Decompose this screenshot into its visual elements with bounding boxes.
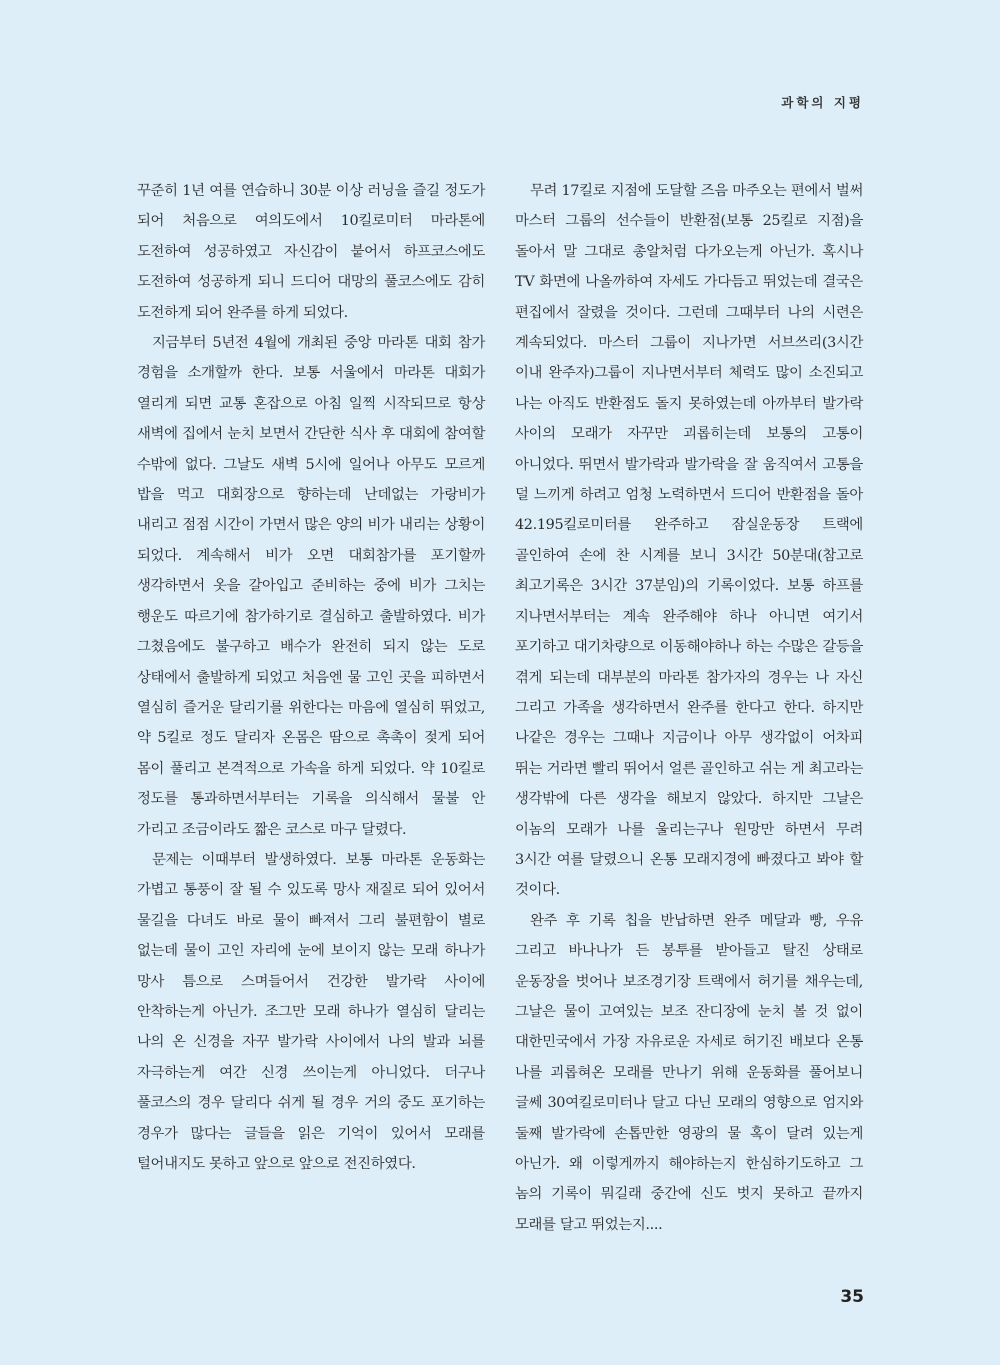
paragraph: 완주 후 기록 칩을 반납하면 완주 메달과 빵, 우유 그리고 바나나가 든 봉투를 받아들고 탈진 상태로 운동장을 벗어나 보조경기장 트랙에서 허기를 채우는데, 그날은 물이 고여있는 보조 잔디장에 눈치 볼 것 없이 대한민국에서 가장 자유로운 자세로 허기진 배보다 온통 나를 괴롭혀온 모래를 만나기 위해 운동화를 풀어보니 글쎄 30여킬로미터나 달고 다닌 모래의 영향으로 엄지와 둘째 발가락에 손톱만한 영광의 물 혹이 달려 있는게 아닌가. 왜 이렇게까지 해야하는지 한심하기도하고 그 놈의 기록이 뭐길래 중간에 신도 벗지 못하고 끝까지 모래를 달고 뛰었는지.... bbox=[515, 912, 863, 1233]
paragraph: 문제는 이때부터 발생하였다. 보통 마라톤 운동화는 가볍고 통풍이 잘 될 수 있도록 망사 재질로 되어 있어서 물길을 다녀도 바로 물이 빠져서 그리 불편함이 별로 없는데 물이 고인 자리에 눈에 보이지 않는 모래 하나가 망사 틈으로 스며들어서 건강한 발가락 사이에 안착하는게 아닌가. 조그만 모래 하나가 열심히 달리는 나의 온 신경을 자꾸 발가락 사이에서 나의 발과 뇌를 자극하는게 여간 신경 쓰이는게 아니었다. 더구나 풀코스의 경우 달리다 쉬게 될 경우 거의 중도 포기하는 경우가 많다는 글들을 읽은 기억이 있어서 모래를 털어내지도 못하고 앞으로 앞으로 전진하였다. bbox=[137, 851, 485, 1172]
left-column bbox=[137, 176, 485, 1179]
paragraph: 무려 17킬로 지점에 도달할 즈음 마주오는 편에서 벌써 마스터 그룹의 선수들이 반환점(보통 25킬로 지점)을 돌아서 말 그대로 총알처럼 다가오는게 아닌가. 혹시나 TV 화면에 나올까하여 자세도 가다듬고 뛰었는데 결국은 편집에서 잘렸을 것이다. 그런데 그때부터 나의 시련은 계속되었다. 마스터 그룹이 지나가면 서브쓰리(3시간 이내 완주자)그룹이 지나면서부터 체력도 많이 소진되고 나는 아직도 반환점도 돌지 못하였는데 아까부터 발가락 사이의 모래가 자꾸만 괴롭히는데 보통의 고통이 아니었다. 뛰면서 발가락과 발가락을 잘 움직여서 고통을 덜 느끼게 하려고 엄청 노력하면서 드디어 반환점을 돌아 42.195킬로미터를 완주하고 잠실운동장 트랙에 골인하여 손에 찬 시계를 보니 3시간 50분대(참고로 최고기록은 3시간 37분임)의 기록이었다. 보통 하프를 지나면서부터는 계속 완주해야 하나 아니면 여기서 포기하고 대기차량으로 이동해야하나 하는 수많은 갈등을 겪게 되는데 대부분의 마라톤 참가자의 경우는 나 자신 그리고 가족을 생각하면서 완주를 한다고 한다. 하지만 나같은 경우는 그때나 지금이나 아무 생각없이 어차피 뛰는 거라면 빨리 뛰어서 얼른 골인하고 쉬는 게 최고라는 생각밖에 다른 생각을 해보지 않았다. 하지만 그날은 이놈의 모래가 나를 울리는구나 원망만 하면서 무려 3시간 여를 달렸으니 온통 모래지경에 빠졌다고 봐야 할 것이다. bbox=[515, 183, 863, 899]
paragraph: 꾸준히 1년 여를 연습하니 30분 이상 러닝을 즐길 정도가 되어 처음으로 여의도에서 10킬로미터 마라톤에 도전하여 성공하였고 자신감이 붙어서 하프코스에도 도전하여 성공하게 되니 드디어 대망의 풀코스에도 감히 도전하게 되어 완주를 하게 되었다. bbox=[137, 183, 485, 321]
section-title: 과학의 지평 bbox=[781, 95, 864, 110]
paragraph: 지금부터 5년전 4월에 개최된 중앙 마라톤 대회 참가 경험을 소개할까 한다. 보통 서울에서 마라톤 대회가 열리게 되면 교통 혼잡으로 아침 일찍 시작되므로 항상 새벽에 집에서 눈치 보면서 간단한 식사 후 대회에 참여할 수밖에 없다. 그날도 새벽 5시에 일어나 아무도 모르게 밥을 먹고 대회장으로 향하는데 난데없는 가랑비가 내리고 점점 시간이 가면서 많은 양의 비가 내리는 상황이 되었다. 계속해서 비가 오면 대회참가를 포기할까 생각하면서 옷을 갈아입고 준비하는 중에 비가 그치는 행운도 따르기에 참가하기로 결심하고 출발하였다. 비가 그쳤음에도 불구하고 배수가 완전히 되지 않는 도로 상태에서 출발하게 되었고 처음엔 물 고인 곳을 피하면서 열심히 즐거운 달리기를 위한다는 마음에 열심히 뛰었고, 약 5킬로 정도 달리자 온몸은 땀으로 촉촉이 젖게 되어 몸이 풀리고 본격적으로 가속을 하게 되었다. 약 10킬로 정도를 통과하면서부터는 기록을 의식해서 물불 안 가리고 조금이라도 짧은 코스로 마구 달렸다. bbox=[137, 335, 485, 838]
page-number: 35 bbox=[840, 1287, 864, 1307]
right-column bbox=[515, 176, 863, 1240]
